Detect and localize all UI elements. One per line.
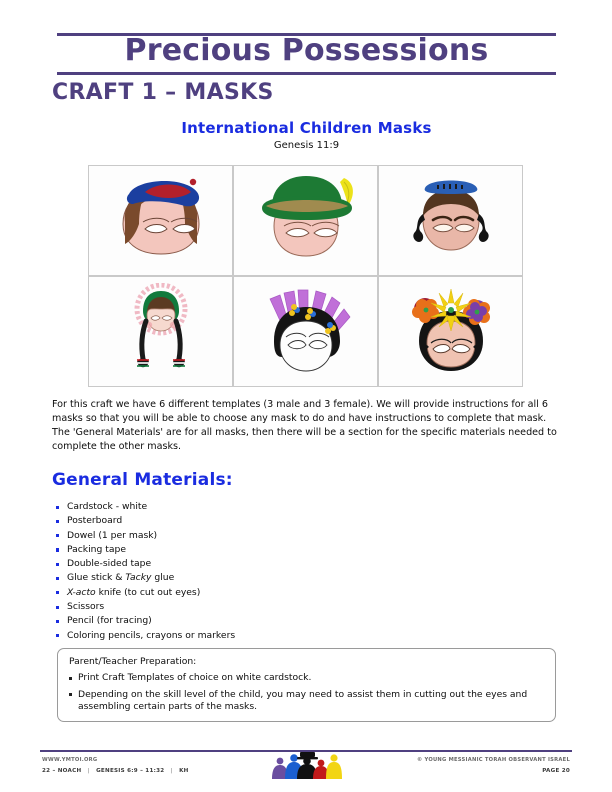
mask-illustration-1 (89, 166, 232, 275)
bonnet-braids-mask-icon (99, 283, 223, 381)
materials-item-text: Scissors (67, 601, 105, 613)
footer-portion-line (42, 766, 189, 777)
materials-list (56, 500, 476, 643)
mask-photo-gallery (88, 165, 523, 387)
mask-illustration-2 (234, 166, 377, 275)
materials-item-text: Double-sided tape (67, 558, 152, 570)
french-beret-mask-icon (99, 172, 223, 270)
materials-item-text: Cardstock - white (67, 501, 148, 512)
materials-item-text-tail: glue (151, 572, 175, 584)
footer-portion-number: 22 – NOACH (42, 768, 82, 774)
mask-photo-fan-headdress (233, 276, 378, 387)
flower-crown-mask-icon (389, 283, 513, 381)
materials-list-item (56, 586, 476, 600)
materials-item-text: Posterboard (67, 515, 123, 527)
footer-portion-reference: GENESIS 6:9 – 11:32 (96, 768, 165, 774)
mask-photo-flower-crown (378, 276, 523, 387)
footer-page-number: PAGE 20 (542, 768, 570, 774)
mask-photo-kippah-payot (378, 165, 523, 276)
verse-reference: Genesis 11:9 (273, 140, 340, 151)
mask-illustration-3 (379, 166, 522, 275)
materials-list-item (56, 629, 476, 643)
footer-separator-1: | (87, 768, 90, 774)
preparation-title: Parent/Teacher Preparation: (69, 656, 197, 667)
footer-website[interactable]: WWW.YMTOI.ORG (42, 757, 98, 763)
bavarian-hat-mask-icon (244, 172, 368, 270)
materials-list-item (56, 500, 476, 514)
page-footer (40, 755, 572, 787)
preparation-list-item: Print Craft Templates of choice on white cardstock. (69, 672, 544, 685)
intro-paragraph: For this craft we have 6 different templates (3 male and 3 female). We will provide instructions for all 6 masks so that you will be able to choose any mask to do and have instructions to complete that mask. The 'General Materials' are for all masks, then there will be a section for the specific materials needed to complete the other masks. (52, 399, 557, 453)
materials-list-item (56, 514, 476, 528)
fan-headdress-mask-icon (244, 283, 368, 381)
section-heading: International Children Masks (181, 119, 432, 137)
mask-illustration-5 (234, 277, 377, 386)
header-bottom-rule (57, 72, 556, 75)
footer-left (42, 755, 189, 777)
mask-photo-french-beret (88, 165, 233, 276)
materials-item-text: Pencil (for tracing) (67, 615, 152, 627)
materials-heading: General Materials: (52, 470, 233, 490)
mask-photo-bavarian-hat (233, 165, 378, 276)
materials-list-item (56, 571, 476, 585)
materials-list-item (56, 614, 476, 628)
materials-item-text: Coloring pencils, crayons or markers (67, 629, 236, 641)
footer-portion-extra: KH (179, 768, 189, 774)
materials-item-text: Dowel (1 per mask) (67, 529, 158, 541)
mask-illustration-6 (379, 277, 522, 386)
footer-copyright: © YOUNG MESSIANIC TORAH OBSERVANT ISRAEL (417, 757, 570, 763)
footer-separator-2: | (170, 768, 173, 774)
organization-logo (269, 751, 343, 785)
preparation-list-item: Depending on the skill level of the child, you may need to assist them in cutting out the eyes and assembling certain parts of the masks. (69, 689, 544, 714)
preparation-list (69, 672, 544, 714)
materials-item-text: Packing tape (67, 543, 126, 555)
materials-list-item (56, 600, 476, 614)
footer-right (417, 755, 570, 777)
materials-list-item (56, 543, 476, 557)
craft-title: CRAFT 1 – MASKS (52, 80, 274, 105)
materials-item-brand: Tacky (125, 572, 152, 584)
people-group-logo-icon (269, 751, 343, 781)
mask-photo-bonnet-braids (88, 276, 233, 387)
mask-illustration-4 (89, 277, 232, 386)
page-title: Precious Possessions (124, 33, 489, 68)
materials-item-text-tail: knife (to cut out eyes) (95, 586, 201, 598)
preparation-box (57, 648, 556, 722)
kippah-payot-mask-icon (389, 172, 513, 270)
materials-list-item (56, 557, 476, 571)
materials-item-text: Glue stick & (67, 572, 126, 584)
materials-item-brand: X-acto (67, 586, 96, 598)
materials-list-item (56, 529, 476, 543)
